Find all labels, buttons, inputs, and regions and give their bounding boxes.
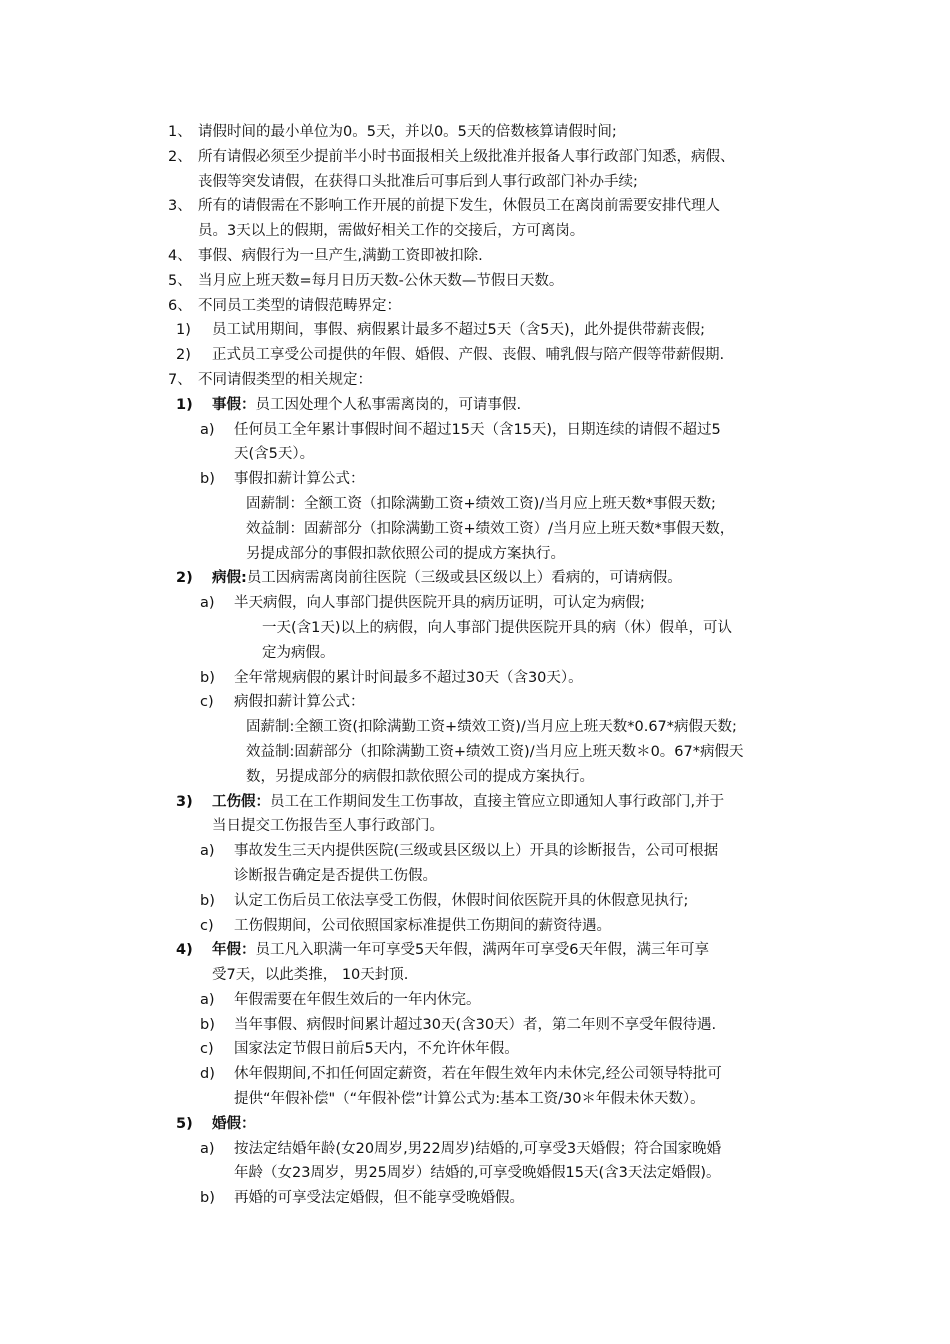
- item-number: b): [200, 892, 215, 909]
- item-text: 员工凡入职满一年可享受5天年假，满两年可享受6天年假，满三年可享: [255, 942, 709, 959]
- item-text: 正式员工享受公司提供的年假、婚假、产假、丧假、哺乳假与陪产假等带薪假期.: [212, 347, 725, 364]
- sub-item: [0, 467, 950, 492]
- item-number: 3): [176, 793, 193, 810]
- item-number: d): [200, 1066, 215, 1083]
- item-text: 员工因处理个人私事需离岗的，可请事假.: [255, 396, 522, 413]
- item-text: 所有的请假需在不影响工作开展的前提下发生，休假员工在离岗前需要安排代理人: [198, 198, 720, 215]
- item-text: 事假扣薪计算公式：: [234, 471, 365, 488]
- item-number: c): [200, 1041, 214, 1058]
- sub-item: [0, 666, 950, 691]
- list-item-continuation: [0, 219, 950, 244]
- item-number: 3、: [168, 198, 192, 215]
- item-number: 5): [176, 1115, 193, 1132]
- item-text: 不同员工类型的请假范畴界定：: [198, 297, 401, 314]
- item-text: 固薪制:全额工资(扣除满勤工资+绩效工资)/当月应上班天数*0.67*病假天数;: [246, 719, 737, 736]
- section-work-injury-leave: [0, 790, 950, 815]
- indented-line: [0, 641, 950, 666]
- item-number: 1): [176, 396, 193, 413]
- item-number: 1、: [168, 124, 192, 140]
- item-text: 所有请假必须至少提前半小时书面报相关上级批准并报备人事行政部门知悉，病假、: [198, 148, 735, 165]
- sub-item: [0, 988, 950, 1013]
- formula-line: [0, 740, 950, 765]
- item-text: 诊断报告确定是否提供工伤假。: [234, 867, 437, 884]
- item-text: 事故发生三天内提供医院(三级或县区级以上）开具的诊断报告，公司可根据: [234, 843, 719, 860]
- item-text: 一天(含1天)以上的病假，向人事部门提供医院开具的病（休）假单，可认: [262, 619, 733, 636]
- list-item: [0, 294, 950, 319]
- formula-line: [0, 765, 950, 790]
- sub-item: [0, 1013, 950, 1038]
- item-number: c): [200, 694, 214, 711]
- item-number: a): [200, 991, 215, 1008]
- section-marriage-leave: [0, 1112, 950, 1137]
- item-text: 员工因病需离岗前往医院（三级或县区级以上）看病的，可请病假。: [246, 570, 682, 587]
- section-annual-leave: [0, 938, 950, 963]
- item-text: 不同请假类型的相关规定：: [198, 371, 372, 388]
- item-text: 认定工伤后员工依法享受工伤假，休假时间依医院开具的休假意见执行;: [234, 892, 689, 909]
- item-text: 提供“年假补偿"（“年假补偿”计算公式为:基本工资/30＊年假未休天数）。: [234, 1091, 705, 1108]
- indented-line: [0, 616, 950, 641]
- list-item: [0, 120, 950, 145]
- item-text: 再婚的可享受法定婚假，但不能享受晚婚假。: [234, 1190, 524, 1207]
- item-text: 定为病假。: [262, 644, 335, 661]
- list-item: [0, 244, 950, 269]
- item-text: 请假时间的最小单位为0。5天，并以0。5天的倍数核算请假时间;: [198, 124, 617, 140]
- item-text: 任何员工全年累计事假时间不超过15天（含15天)，日期连续的请假不超过5: [234, 421, 721, 438]
- formula-line: [0, 542, 950, 567]
- formula-line: [0, 715, 950, 740]
- item-text: 按法定结婚年龄(女20周岁,男22周岁)结婚的,可享受3天婚假；符合国家晚婚: [234, 1140, 722, 1157]
- list-item: [0, 368, 950, 393]
- sub-item: [0, 1037, 950, 1062]
- section-title: 年假：: [212, 942, 256, 959]
- sub-item: [0, 1186, 950, 1211]
- section-title: 病假:: [212, 570, 247, 587]
- sub-item-continuation: [0, 864, 950, 889]
- sub-item: [0, 914, 950, 939]
- item-text: 事假、病假行为一旦产生,满勤工资即被扣除.: [198, 247, 483, 264]
- sub-item: [0, 318, 950, 343]
- list-item: [0, 269, 950, 294]
- item-number: 1): [176, 322, 191, 339]
- item-number: 2): [176, 570, 193, 587]
- sub-item-continuation: [0, 1087, 950, 1112]
- item-number: a): [200, 595, 215, 612]
- item-number: 4、: [168, 247, 192, 264]
- item-text: 年假需要在年假生效后的一年内休完。: [234, 991, 481, 1008]
- item-text: 员工在工作期间发生工伤事故，直接主管应立即通知人事行政部门,并于: [270, 793, 725, 810]
- item-text: 员。3天以上的假期，需做好相关工作的交接后，方可离岗。: [198, 223, 585, 240]
- section-sick-leave: [0, 566, 950, 591]
- leave-policy-body: [0, 120, 950, 1211]
- item-number: b): [200, 669, 215, 686]
- item-text: 国家法定节假日前后5天内，不允许休年假。: [234, 1041, 519, 1058]
- item-text: 丧假等突发请假，在获得口头批准后可事后到人事行政部门补办手续;: [198, 173, 638, 190]
- item-number: b): [200, 1016, 215, 1033]
- section-title: 婚假：: [212, 1115, 256, 1132]
- item-text: 效益制:固薪部分（扣除满勤工资+绩效工资)/当月应上班天数＊0。67*病假天: [246, 743, 744, 760]
- sub-item-continuation: [0, 442, 950, 467]
- section-title: 事假：: [212, 396, 256, 413]
- section-continuation: [0, 963, 950, 988]
- item-number: b): [200, 1190, 215, 1207]
- item-number: b): [200, 471, 215, 488]
- sub-item: [0, 889, 950, 914]
- section-title: 工伤假：: [212, 793, 270, 810]
- sub-item: [0, 591, 950, 616]
- item-number: a): [200, 843, 215, 860]
- item-text: 休年假期间,不扣任何固定薪资，若在年假生效年内未休完,经公司领导特批可: [234, 1066, 722, 1083]
- item-number: 4): [176, 942, 193, 959]
- item-number: 7、: [168, 371, 192, 388]
- item-text: 受7天，以此类推， 10天封顶.: [212, 967, 409, 984]
- item-text: 年龄（女23周岁，男25周岁）结婚的,可享受晚婚假15天(含3天法定婚假)。: [234, 1165, 721, 1182]
- item-number: 6、: [168, 297, 192, 314]
- item-text: 半天病假，向人事部门提供医院开具的病历证明，可认定为病假;: [234, 595, 645, 612]
- list-item-continuation: [0, 170, 950, 195]
- item-number: 2、: [168, 148, 192, 165]
- item-text: 病假扣薪计算公式：: [234, 694, 365, 711]
- item-text: 当年事假、病假时间累计超过30天(含30天）者，第二年则不享受年假待遇.: [234, 1016, 717, 1033]
- item-number: 5、: [168, 272, 192, 289]
- item-text: 当月应上班天数=每月日历天数-公休天数—节假日天数。: [198, 272, 564, 289]
- sub-item: [0, 690, 950, 715]
- list-item: [0, 194, 950, 219]
- sub-item-continuation: [0, 1161, 950, 1186]
- item-number: a): [200, 421, 215, 438]
- item-text: 工伤假期间，公司依照国家标准提供工伤期间的薪资待遇。: [234, 917, 611, 934]
- item-text: 员工试用期间，事假、病假累计最多不超过5天（含5天)，此外提供带薪丧假;: [212, 322, 705, 339]
- item-number: a): [200, 1140, 215, 1157]
- item-text: 数，另提成部分的病假扣款依照公司的提成方案执行。: [246, 768, 594, 785]
- item-text: 天(含5天）。: [234, 446, 315, 463]
- section-personal-leave: [0, 393, 950, 418]
- item-text: 效益制：固薪部分（扣除满勤工资+绩效工资）/当月应上班天数*事假天数，: [246, 520, 735, 537]
- item-number: c): [200, 917, 214, 934]
- item-text: 全年常规病假的累计时间最多不超过30天（含30天）。: [234, 669, 583, 686]
- item-number: 2): [176, 347, 191, 364]
- item-text: 固薪制：全额工资（扣除满勤工资+绩效工资)/当月应上班天数*事假天数;: [246, 495, 716, 512]
- formula-line: [0, 492, 950, 517]
- sub-item: [0, 839, 950, 864]
- item-text: 另提成部分的事假扣款依照公司的提成方案执行。: [246, 545, 565, 562]
- sub-item: [0, 343, 950, 368]
- list-item: [0, 145, 950, 170]
- formula-line: [0, 517, 950, 542]
- section-continuation: [0, 814, 950, 839]
- sub-item: [0, 1137, 950, 1162]
- sub-item: [0, 418, 950, 443]
- item-text: 当日提交工伤报告至人事行政部门。: [212, 818, 444, 835]
- sub-item: [0, 1062, 950, 1087]
